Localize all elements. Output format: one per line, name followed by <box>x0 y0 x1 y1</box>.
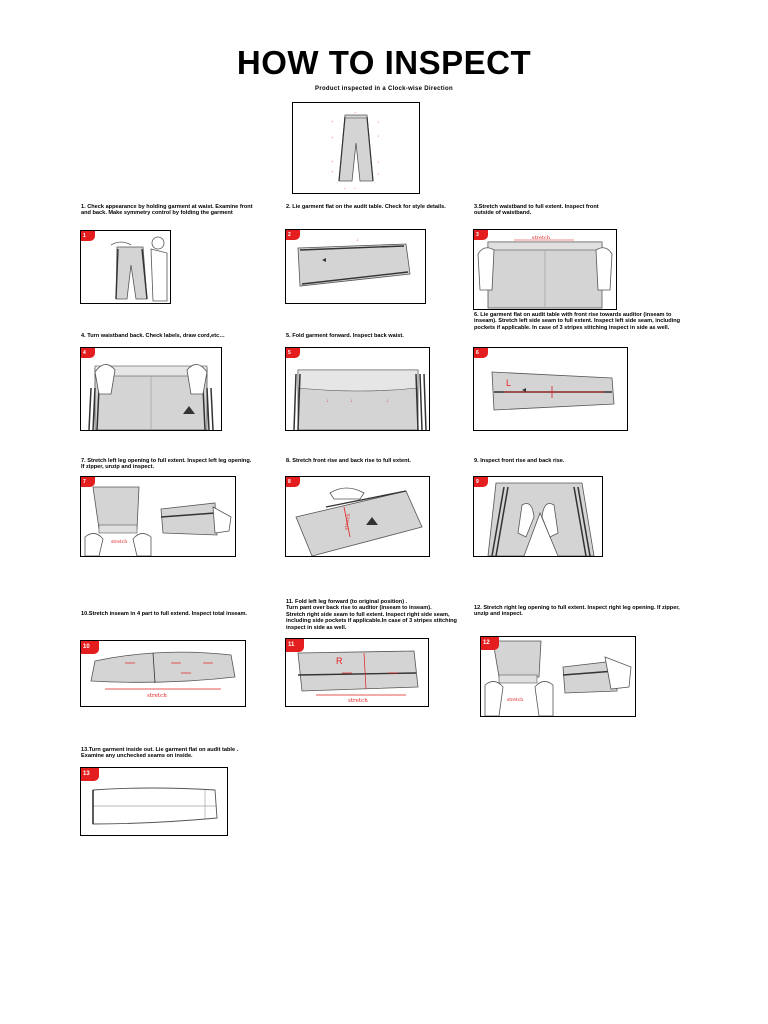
step-12-text: 12. Stretch right leg opening to full extent. Inspect right leg opening. If zipper, unzip and inspect. <box>474 605 680 618</box>
step-12-illustration <box>480 636 636 717</box>
svg-text:↑: ↑ <box>331 119 333 124</box>
step-10-text: 10.Stretch inseam in 4 part to full extend. Inspect total inseam. <box>81 611 247 617</box>
step-badge: 1 <box>81 231 95 241</box>
svg-text:↓: ↓ <box>350 398 353 404</box>
step-badge: 10 <box>81 641 99 654</box>
step-3-illustration <box>473 229 617 310</box>
svg-text:↓: ↓ <box>356 237 359 243</box>
step-2-illustration <box>285 229 426 304</box>
step-6-text: 6. Lie garment flat on audit table with front rise towards auditor (inseam to inseam). Stretch left side seam to full extent. Inspect left side seam, including pockets if applicable. In case of 3 stripes stitching inspect in side as well. <box>474 312 681 331</box>
step-1-text: 1. Check appearance by holding garment at waist. Examine front and back. Make symmetry control by folding the garment <box>81 204 253 217</box>
svg-text:↓: ↓ <box>377 133 379 138</box>
svg-text:→: → <box>353 109 357 114</box>
stretch-label: stretch <box>147 693 167 699</box>
page-title: HOW TO INSPECT <box>236 44 532 81</box>
stretch-label: stretch <box>344 513 352 531</box>
svg-text:↑: ↑ <box>331 169 333 174</box>
stretch-label: stretch <box>532 235 550 241</box>
step-badge: 8 <box>286 477 300 487</box>
svg-text:↓: ↓ <box>377 171 379 176</box>
page-subtitle: Product inspected in a Clock-wise Direction <box>315 86 453 92</box>
step-badge: 7 <box>81 477 95 487</box>
stretch-label: stretch <box>507 698 524 703</box>
step-9-text: 9. Inspect front rise and back rise. <box>474 458 565 464</box>
step-badge: 13 <box>81 768 99 781</box>
svg-text:↓: ↓ <box>377 119 379 124</box>
overview-illustration <box>292 102 420 194</box>
leg-label: R <box>336 656 343 666</box>
step-9-illustration <box>473 476 603 557</box>
step-8-illustration <box>285 476 430 557</box>
svg-text:↓: ↓ <box>326 398 329 404</box>
svg-text:↑: ↑ <box>331 135 333 140</box>
step-5-text: 5. Fold garment forward. Inspect back waist. <box>286 333 404 339</box>
svg-text:↓: ↓ <box>377 159 379 164</box>
step-1-illustration <box>80 230 171 304</box>
step-badge: 12 <box>481 637 499 650</box>
step-8-text: 8. Stretch front rise and back rise to full extent. <box>286 458 411 464</box>
step-badge: 5 <box>286 348 300 358</box>
step-11-illustration <box>285 638 429 707</box>
step-10-illustration <box>80 640 246 707</box>
svg-text:←: ← <box>353 185 357 190</box>
step-7-illustration <box>80 476 236 557</box>
step-badge: 9 <box>474 477 488 487</box>
step-badge: 3 <box>474 230 488 240</box>
step-7-text: 7. Stretch left leg opening to full extent. Inspect left leg opening. If zipper, unzip and inspect. <box>81 458 252 471</box>
step-3-text: 3.Stretch waistband to full extent. Inspect front outside of waistband. <box>474 204 599 217</box>
step-5-illustration <box>285 347 430 431</box>
step-4-illustration <box>80 347 222 431</box>
svg-text:←: ← <box>343 185 347 190</box>
leg-label: L <box>506 378 512 388</box>
svg-text:↑: ↑ <box>331 159 333 164</box>
step-6-illustration <box>473 347 628 431</box>
step-11-text: 11. Fold left leg forward (to original position) . Turn pant over back rise to auditor (inseam to inseam). Stretch right side seam to full extent. Inspect right side seam, including side pockets if applicable.In case of 3 stripes stitching inspect in side as well. <box>286 599 457 631</box>
step-badge: 6 <box>474 348 488 358</box>
step-13-text: 13.Turn garment inside out. Lie garment flat on audit table . Examine any unchecked seams on inside. <box>81 747 239 760</box>
stretch-label: stretch <box>111 540 128 545</box>
stretch-label: stretch <box>348 698 368 704</box>
svg-text:↓: ↓ <box>386 398 389 404</box>
step-badge: 11 <box>286 639 304 652</box>
step-13-illustration <box>80 767 228 836</box>
step-2-text: 2. Lie garment flat on the audit table. Check for style details. <box>286 204 446 210</box>
step-badge: 4 <box>81 348 95 358</box>
step-badge: 2 <box>286 230 300 240</box>
step-4-text: 4. Turn waistband back. Check labels, draw cord,etc… <box>81 333 225 339</box>
